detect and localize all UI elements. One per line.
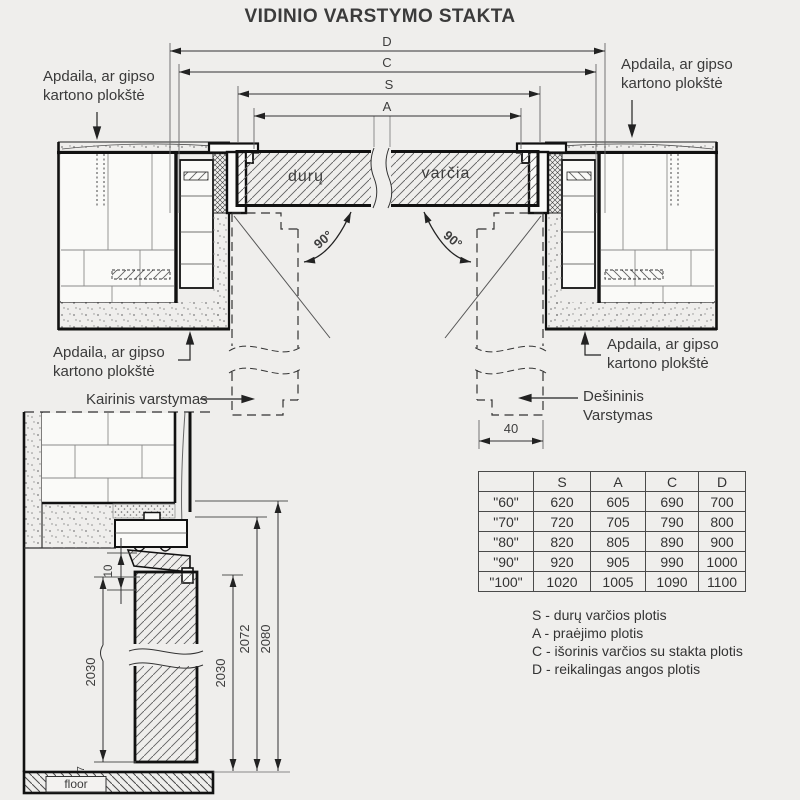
size-table-cell: "100" <box>479 572 534 592</box>
size-table-header-cell: D <box>699 472 746 492</box>
label-line: kartono plokštė <box>607 355 709 372</box>
dim-label-2080: 2080 <box>258 624 273 654</box>
drawing-title: VIDINIO VARSTYMO STAKTA <box>244 6 516 27</box>
label-line: Dešininis <box>583 388 644 405</box>
size-table-cell: 890 <box>646 532 699 552</box>
angle-label-left: 90° <box>310 227 336 252</box>
table-row <box>479 492 746 512</box>
size-table-cell: 920 <box>534 552 591 572</box>
table-row <box>479 572 746 592</box>
size-table-cell: 790 <box>646 512 699 532</box>
size-table-header-row <box>479 472 746 492</box>
dim-label-2030-right: 2030 <box>213 658 228 688</box>
label-line: Apdaila, ar gipso <box>43 68 155 85</box>
table-row <box>479 532 746 552</box>
wall-section-right <box>517 142 718 330</box>
size-table-cell: 1020 <box>534 572 591 592</box>
label-line: Apdaila, ar gipso <box>621 56 733 73</box>
size-table-cell: 1000 <box>699 552 746 572</box>
legend <box>532 606 743 678</box>
size-table-cell: 805 <box>591 532 646 552</box>
legend-line: S - durų varčios plotis <box>532 607 667 623</box>
dim-label-40: 40 <box>503 421 519 436</box>
size-table-cell: 990 <box>646 552 699 572</box>
size-table-header-cell <box>479 472 534 492</box>
size-table <box>478 471 746 592</box>
size-table-cell: 1005 <box>591 572 646 592</box>
size-table-cell: 605 <box>591 492 646 512</box>
legend-line: D - reikalingas angos plotis <box>532 661 701 677</box>
label-finish-top-right <box>621 55 733 93</box>
label-line: kartono plokštė <box>621 75 723 92</box>
swing-outline-left <box>229 211 354 415</box>
label-finish-bottom-left <box>53 343 165 381</box>
size-table-header-cell: A <box>591 472 646 492</box>
size-table-cell: 800 <box>699 512 746 532</box>
swing-outline-right <box>421 211 546 415</box>
wall-section-left <box>57 142 258 330</box>
dim-label-2030-left: 2030 <box>83 657 98 687</box>
size-table-cell: "70" <box>479 512 534 532</box>
table-row <box>479 552 746 572</box>
label-line: Varstymas <box>583 407 653 424</box>
legend-line: C - išorinis varčios su stakta plotis <box>532 643 743 659</box>
dim-label-d: D <box>382 34 392 49</box>
label-finish-bottom-right <box>607 335 719 373</box>
size-table-cell: "90" <box>479 552 534 572</box>
label-finish-top-left <box>43 67 155 105</box>
size-table-cell: 820 <box>534 532 591 552</box>
dim-label-10: 10 <box>103 564 115 578</box>
label-right-swing <box>583 387 653 425</box>
size-table-cell: 705 <box>591 512 646 532</box>
table-row <box>479 512 746 532</box>
size-table-cell: "80" <box>479 532 534 552</box>
size-table-cell: 1090 <box>646 572 699 592</box>
size-table-cell: "60" <box>479 492 534 512</box>
door-leaf-plan <box>237 116 538 209</box>
size-table-cell: 720 <box>534 512 591 532</box>
size-table-cell: 1100 <box>699 572 746 592</box>
floor-label: floor <box>64 777 88 791</box>
size-table-cell: 620 <box>534 492 591 512</box>
label-line: kartono plokštė <box>53 363 155 380</box>
label-line: Apdaila, ar gipso <box>53 344 165 361</box>
door-word-left: durų <box>287 168 325 185</box>
label-line: Apdaila, ar gipso <box>607 336 719 353</box>
dim-label-a: A <box>382 99 392 114</box>
label-line: kartono plokštė <box>43 87 145 104</box>
size-table-cell: 700 <box>699 492 746 512</box>
size-table-header-cell: S <box>534 472 591 492</box>
dim-label-7: 7 <box>76 766 87 772</box>
size-table-cell: 690 <box>646 492 699 512</box>
angle-label-right: 90° <box>440 227 466 252</box>
size-table-header-cell: C <box>646 472 699 492</box>
size-table-cell: 900 <box>699 532 746 552</box>
size-table-cell: 905 <box>591 552 646 572</box>
label-left-swing: Kairinis varstymas <box>86 391 208 408</box>
dim-label-c: C <box>382 55 392 70</box>
dim-label-2072: 2072 <box>237 624 252 654</box>
vertical-section <box>24 412 290 793</box>
door-word-right: varčia <box>421 165 471 182</box>
dim-label-s: S <box>384 77 394 92</box>
legend-line: A - praėjimo plotis <box>532 625 644 641</box>
